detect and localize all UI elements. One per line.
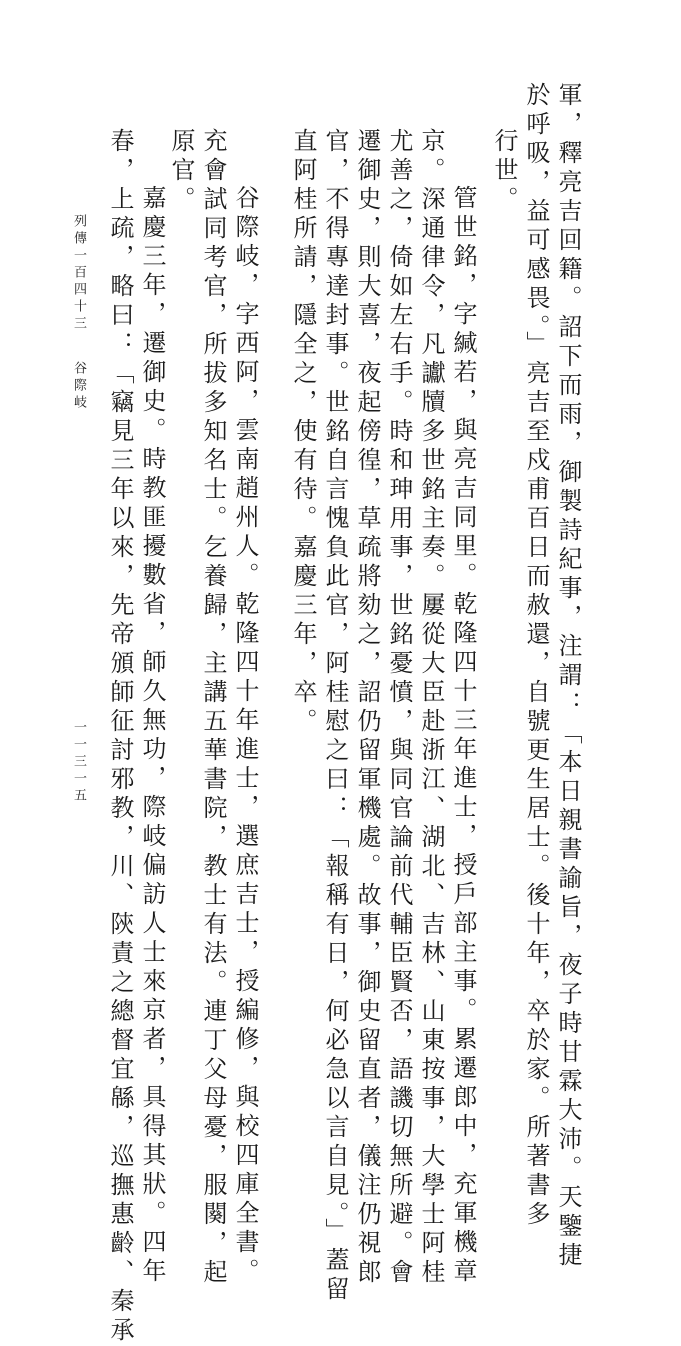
footer-chapter-title: 列傳一百四十三 [71, 214, 86, 333]
page-number: 一一三一五 [71, 720, 86, 805]
text-column-5: 京。深通律令，凡讞牘多世銘主奏。屢從大臣赴浙江、湖北、吉林、山東按事，大學士阿桂 [417, 128, 445, 1288]
text-column-4: 管世銘，字緘若，與亮吉同里。乾隆四十三年進士，授戶部主事。累遷郎中，充軍機章 [449, 185, 477, 1287]
text-column-2: 於呼吸，益可感畏。」亮吉至戍甫百日而赦還，自號更生居士。後十年，卒於家。所著書多 [522, 82, 550, 1230]
text-column-6: 尤善之，倚如左右手。時和珅用事，世銘憂憤，與同官論前代輔臣賢否，語譏切無所避。會 [385, 128, 413, 1288]
text-column-3: 行世。 [490, 128, 518, 215]
text-column-1: 軍，釋亮吉回籍。詔下而雨，御製詩紀事，注謂：「本日親書諭旨，夜子時甘霖大沛。天鑒捷 [554, 82, 582, 1271]
text-column-9: 直阿桂所請，隱全之，使有待。嘉慶三年，卒。 [289, 128, 317, 737]
text-column-8: 官，不得專達封事。世銘自言愧負此官，阿桂慰之曰：「報稱有日，何必急以言自見。」蓋留 [321, 128, 349, 1305]
text-column-7: 遷御史，則大喜，夜起傍徨，草疏將劾之，詔仍留軍機處。故事，御史留直者，儀注仍視郎 [353, 128, 381, 1288]
footer-person-name: 谷際岐 [71, 361, 86, 412]
text-column-13: 嘉慶三年，遷御史。時教匪擾數省，師久無功，際岐偏訪人士來京者，具得其狀。四年 [138, 185, 166, 1287]
text-column-11: 充會試同考官，所拔多知名士。乞養歸，主講五華書院，教士有法。連丁父母憂，服闋，起 [199, 128, 227, 1288]
text-column-14: 春，上疏，略曰：「竊見三年以來，先帝頒師征討邪教，川、陝責之總督宜緜，巡撫惠齡、秦承 [106, 128, 134, 1346]
text-column-10: 谷際岐，字西阿，雲南趙州人。乾隆四十年進士，選庶吉士，授編修，與校四庫全書。 [231, 185, 259, 1287]
text-column-12: 原官。 [167, 128, 195, 215]
